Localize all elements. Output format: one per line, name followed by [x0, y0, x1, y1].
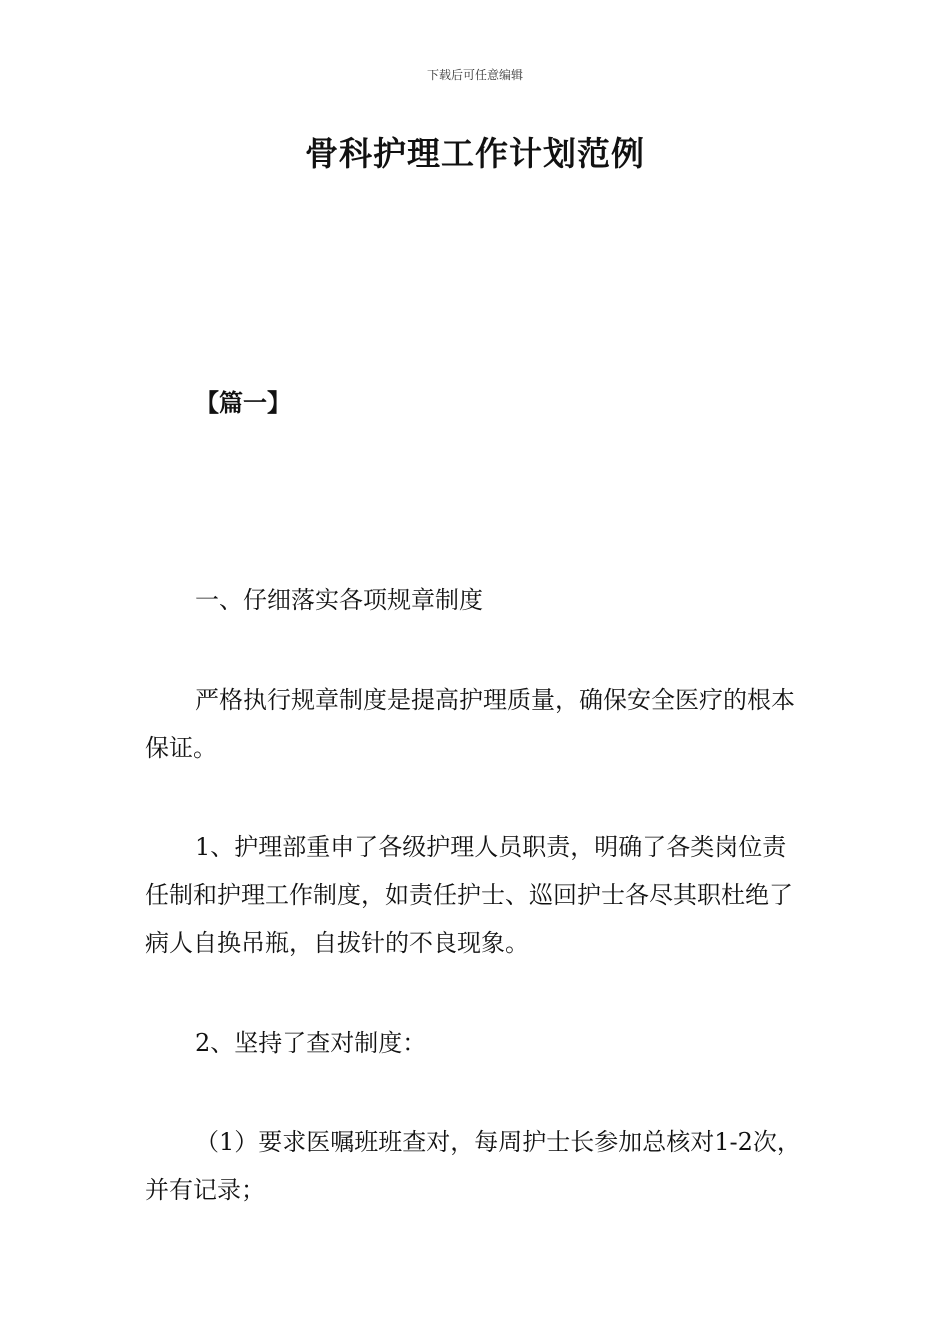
item-2-paragraph: 2、坚持了查对制度： [195, 1029, 427, 1057]
intro-paragraph: 严格执行规章制度是提高护理质量，确保安全医疗的根本保证。 [145, 686, 795, 762]
item-1-paragraph: 1、护理部重申了各级护理人员职责，明确了各类岗位责任制和护理工作制度，如责任护士、巡回护士各尽其职杜绝了病人自换吊瓶，自拔针的不良现象。 [145, 833, 793, 957]
subitem-1-paragraph: （1）要求医嘱班班查对，每周护士长参加总核对1-2次，并有记录； [145, 1128, 801, 1204]
section-tag: 【篇一】 [195, 389, 291, 417]
document-title: 骨科护理工作计划范例 [305, 134, 645, 173]
header-note: 下载后可任意编辑 [426, 68, 523, 82]
section-heading: 一、仔细落实各项规章制度 [195, 586, 483, 614]
